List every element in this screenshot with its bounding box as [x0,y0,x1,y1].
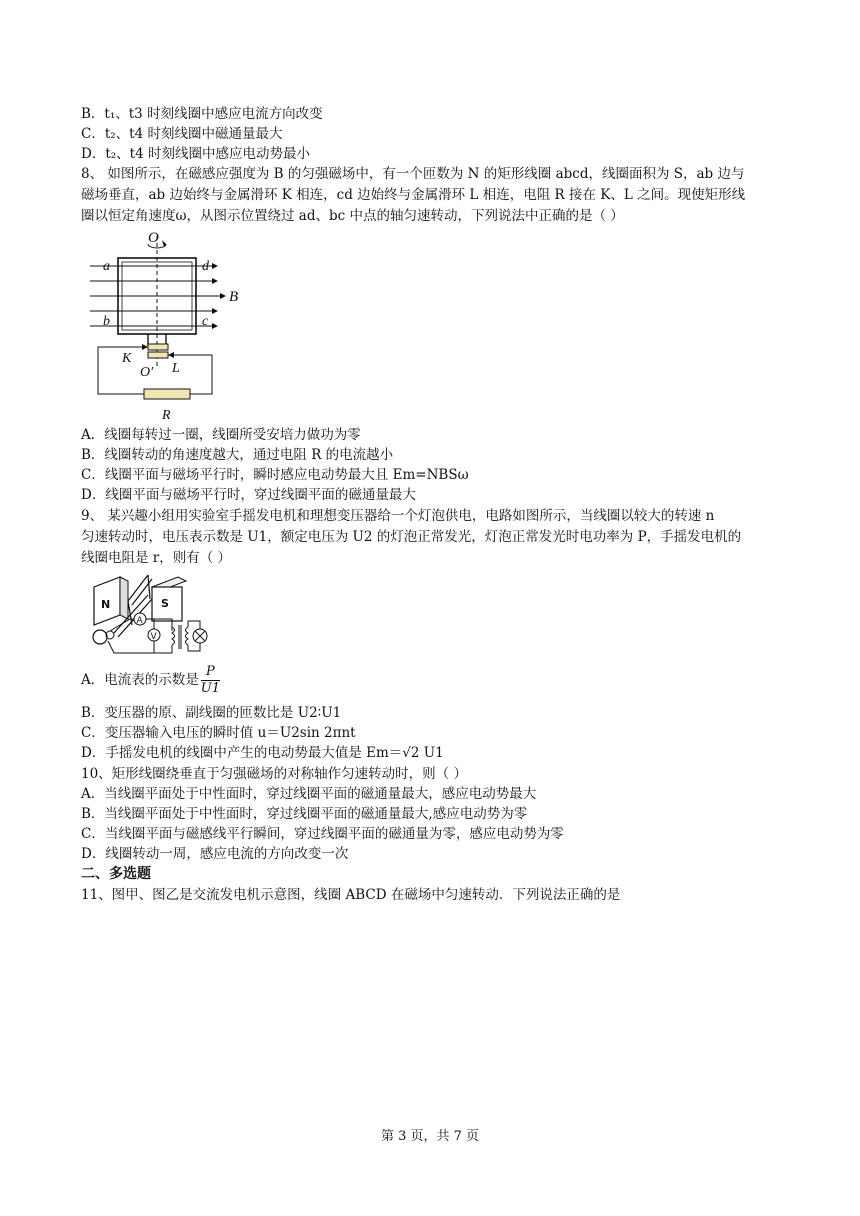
fig8-label-r: R [162,408,171,423]
fig8-label-a: a [103,259,110,274]
fig8-label-o-bottom: O′ [140,365,154,380]
fig9-label-n: N [101,598,111,611]
q9-option-a-fraction [201,664,220,697]
q8-option-c: C．线圈平面与磁场平行时，瞬时感应电动势最大且 Em=NBSω [81,467,469,483]
q7-option-d: D．t₂、t4 时刻线圈中感应电动势最小 [81,146,310,162]
fig9-label-ammeter: A [136,616,143,626]
q10-option-a: A．当线圈平面处于中性面时，穿过线圈平面的磁通量最大，感应电动势最大 [81,786,537,802]
q10-stem: 10、矩形线圈绕垂直于匀强磁场的对称轴作匀速转动时，则（ ） [81,766,467,782]
q10-option-b: B．当线圈平面处于中性面时，穿过线圈平面的磁通量最大,感应电动势为零 [81,806,528,822]
fig8-label-b: b [103,314,110,329]
fig8-label-l: L [172,361,180,376]
q9-stem-line1: 9、 某兴趣小组用实验室手摇发电机和理想变压器给一个灯泡供电，电路如图所示，当线圈以较大的转速 n [81,508,715,524]
page-footer: 第 3 页，共 7 页 [380,1129,480,1144]
q7-option-c: C．t₂、t4 时刻线圈中磁通量最大 [81,126,283,142]
fig8-label-o-top: O [148,230,159,246]
q9-option-a [81,660,220,700]
q9-option-d: D．手摇发电机的线圈中产生的电动势最大值是 Em＝√2 U1 [81,745,444,761]
fig8-label-b-field: B [229,289,239,305]
q8-option-a: A．线圈每转过一圈，线圈所受安培力做功为零 [81,427,361,443]
q9-option-a-prefix: A．电流表的示数是 [81,672,199,688]
fraction-numerator: P [201,664,220,681]
q10-option-d: D．线圈转动一周，感应电流的方向改变一次 [81,846,349,862]
q8-stem-line2: 磁场垂直，ab 边始终与金属滑环 K 相连，cd 边始终与金属滑环 L 相连，电阻 R 接在 K、L 之间。现使矩形线 [81,187,746,203]
q8-figure [84,228,254,424]
q10-option-c: C．当线圈平面与磁感线平行瞬间，穿过线圈平面的磁通量为零，感应电动势为零 [81,826,564,842]
q8-stem-line1: 8、 如图所示，在磁感应强度为 B 的匀强磁场中，有一个匝数为 N 的矩形线圈 abcd，线圈面积为 S，ab 边与 [81,166,745,182]
q9-option-b: B．变压器的原、副线圈的匝数比是 U2∶U1 [81,705,342,721]
q9-figure [84,571,216,657]
q8-option-d: D．线圈平面与磁场平行时，穿过线圈平面的磁通量最大 [81,487,416,503]
section-title-multiple-choice: 二、多选题 [81,866,151,882]
fig8-label-k: K [122,351,132,366]
q11-stem: 11、图甲、图乙是交流发电机示意图，线圈 ABCD 在磁场中匀速转动．下列说法正确的是 [81,887,621,903]
fraction-denominator: U1 [200,681,220,696]
fig9-label-voltmeter: V [150,632,157,642]
fig8-label-c: c [202,314,209,329]
q9-stem-line2: 匀速转动时，电压表示数是 U1，额定电压为 U2 的灯泡正常发光，灯泡正常发光时电功率为 P，手摇发电机的 [81,529,742,545]
q8-stem-line3: 圈以恒定角速度ω，从图示位置绕过 ad、bc 中点的轴匀速转动，下列说法中正确的是（ ） [81,208,624,224]
q8-option-b: B．线圈转动的角速度越大，通过电阻 R 的电流越小 [81,447,394,463]
q9-option-c: C．变压器输入电压的瞬时值 u＝U2sin 2πnt [81,725,356,741]
q9-stem-line3: 线圈电阻是 r，则有（ ） [81,550,232,566]
fig9-label-s: S [161,597,169,610]
fig8-label-d: d [202,259,209,274]
q7-option-b: B．t₁、t3 时刻线圈中感应电流方向改变 [81,106,323,122]
